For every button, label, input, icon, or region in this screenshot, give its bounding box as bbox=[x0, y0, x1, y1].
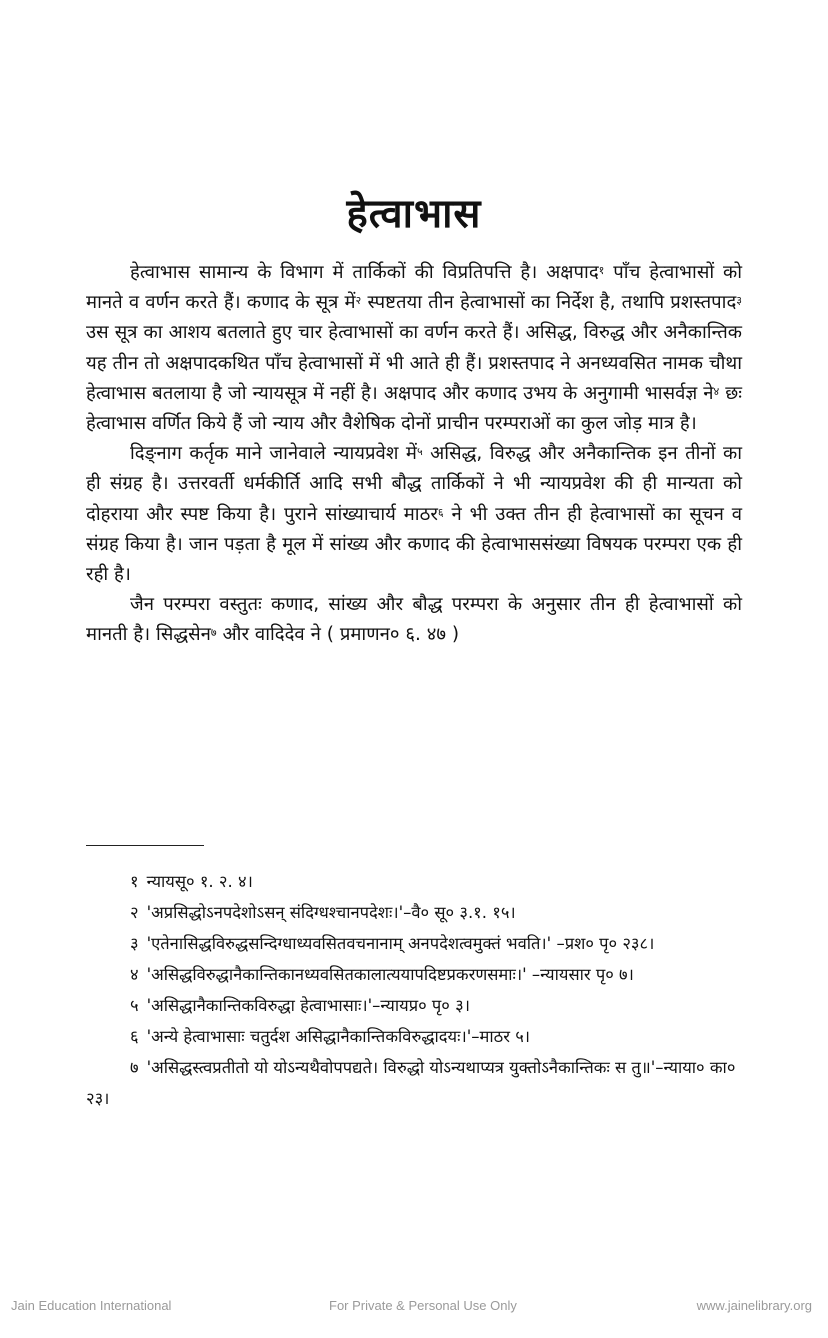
footnote bbox=[86, 1052, 746, 1114]
page-footer bbox=[0, 1298, 828, 1318]
footnotes bbox=[86, 866, 746, 1114]
footnote-number: ५ bbox=[130, 996, 139, 1015]
paragraph-2: दिङ्नाग कर्तृक माने जानेवाले न्यायप्रवेश में$^५$ असिद्ध, विरुद्ध और अनैकान्तिक इन तीनों का ही संग्रह है। उत्तरवर्ती धर्मकीर्ति आदि सभी बौद्ध तार्किकों ने भी न्यायप्रवेश की ही मान्यता को दोहराया और स्पष्ट किया है। पुराने सांख्याचार्य माठर$^६$ ने भी उक्त तीन ही हेत्वाभासों का सूचन व संग्रह किया है। जान पड़ता है मूल में सांख्य और कणाद की हेत्वाभाससंख्या विषयक परम्परा एक ही रही है। bbox=[86, 443, 742, 586]
footnote-text: न्यायसू० १. २. ४। bbox=[146, 872, 253, 891]
footnote bbox=[86, 990, 746, 1021]
footnote-text: 'असिद्धस्त्वप्रतीतो यो योऽन्यथैवोपपद्यते। विरुद्धो योऽन्यथाप्यत्र युक्तोऽनैकान्तिकः स तु॥'–न्याया० का० २३। bbox=[86, 1058, 736, 1108]
paragraph-1: हेत्वाभास सामान्य के विभाग में तार्किकों की विप्रतिपत्ति है। अक्षपाद$^१$ पाँच हेत्वाभासों को मानते व वर्णन करते हैं। कणाद के सूत्र में$^२$ स्पष्टतया तीन हेत्वाभासों का निर्देश है, तथापि प्रशस्तपाद$^३$ उस सूत्र का आशय बतलाते हुए चार हेत्वाभासों का वर्णन करते हैं। असिद्ध, विरुद्ध और अनैकान्तिक यह तीन तो अक्षपादकथित पाँच हेत्वाभासों में भी आते ही हैं। प्रशस्तपाद ने अनध्यवसित नामक चौथा हेत्वाभास बतलाया है जो न्यायसूत्र में नहीं है। अक्षपाद और कणाद उभय के अनुगामी भासर्वज्ञ ने$^४$ छः हेत्वाभास वर्णित किये हैं जो न्याय और वैशेषिक दोनों प्राचीन परम्पराओं का कुल जोड़ मात्र है। bbox=[86, 262, 742, 435]
footnote-marker: २ bbox=[355, 294, 362, 308]
body-text bbox=[86, 258, 742, 651]
footnote-number: ४ bbox=[130, 965, 139, 984]
footnote-text: 'अन्ये हेत्वाभासाः चतुर्दश असिद्धानैकान्तिकविरुद्धादयः।'–माठर ५। bbox=[146, 1027, 531, 1046]
footnote bbox=[86, 959, 746, 990]
footnote-text: 'एतेनासिद्धविरुद्धसन्दिग्धाध्यवसितवचनानाम् अनपदेशत्वमुक्तं भवति।' –प्रश० पृ० २३८। bbox=[146, 934, 655, 953]
footnote-marker: १ bbox=[598, 264, 605, 277]
footnote-marker: ४ bbox=[713, 384, 720, 398]
footnote-number: ७ bbox=[130, 1058, 139, 1077]
footnote-number: ३ bbox=[130, 934, 139, 953]
footnote-number: १ bbox=[130, 872, 139, 891]
footnote bbox=[86, 1021, 746, 1052]
footnote-marker: ६ bbox=[437, 505, 444, 519]
paragraph-3: जैन परम्परा वस्तुतः कणाद, सांख्य और बौद्ध परम्परा के अनुसार तीन ही हेत्वाभासों को मानती है। सिद्धसेन$^७$ और वादिदेव ने ( प्रमाणन० ६. ४७ ) bbox=[86, 594, 742, 646]
footnote bbox=[86, 897, 746, 928]
footnote-text: 'असिद्धविरुद्धानैकान्तिकानध्यवसितकालात्ययापदिष्टप्रकरणसमाः।' –न्यायसार पृ० ७। bbox=[146, 965, 634, 984]
footer-publisher: Jain Education International bbox=[11, 1298, 172, 1313]
footnote bbox=[86, 928, 746, 959]
footnote-number: २ bbox=[130, 903, 139, 922]
page-title: हेत्वाभास bbox=[346, 191, 482, 237]
footer-website-link[interactable]: www.jainelibrary.org bbox=[696, 1298, 812, 1313]
footnote-marker: ५ bbox=[416, 445, 423, 459]
footnote-text: 'अप्रसिद्धोऽनपदेशोऽसन् संदिग्धश्चानपदेशः।'–वै० सू० ३.१. १५। bbox=[146, 903, 516, 922]
footnote-divider bbox=[86, 845, 204, 846]
footnote-text: 'असिद्धानैकान्तिकविरुद्धा हेत्वाभासाः।'–न्यायप्र० पृ० ३। bbox=[146, 996, 470, 1015]
footnote-marker: ३ bbox=[736, 294, 742, 308]
footnote-marker: ७ bbox=[210, 626, 217, 640]
footnote-number: ६ bbox=[130, 1027, 139, 1046]
footer-usage-notice: For Private & Personal Use Only bbox=[329, 1298, 517, 1313]
footnote bbox=[86, 866, 746, 897]
